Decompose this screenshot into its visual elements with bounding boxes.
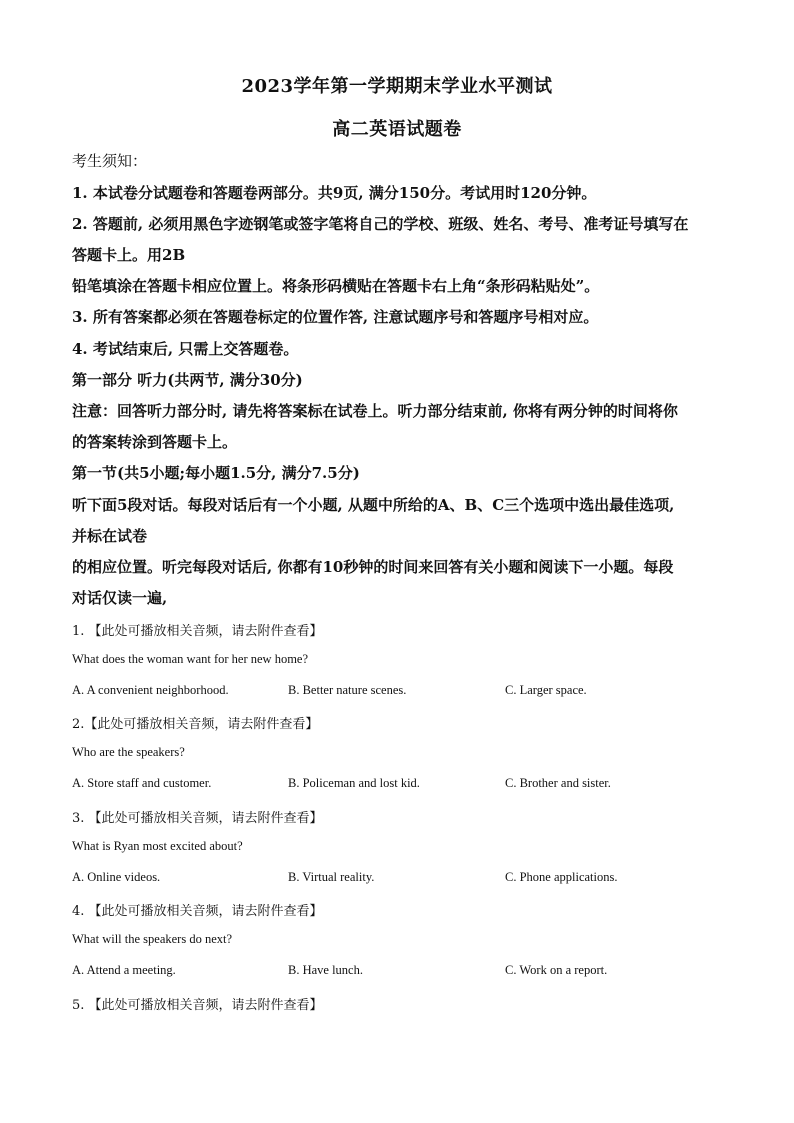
section1-instr-line2: 并标在试卷 xyxy=(72,527,148,545)
q3-option-b: B. Virtual reality. xyxy=(288,870,375,884)
q5-audio-link[interactable]: 5. 【此处可播放相关音频，请去附件查看】 xyxy=(72,998,323,1013)
page-title: 2023学年第一学期期末学业水平测试 xyxy=(241,76,553,97)
section1-instr-line4: 对话仅读一遍, xyxy=(72,589,168,607)
q4-option-b: B. Have lunch. xyxy=(288,963,363,977)
q2-audio-link[interactable]: 2.【此处可播放相关音频，请去附件查看】 xyxy=(72,717,319,732)
q2-question: Who are the speakers? xyxy=(72,745,185,759)
q3-audio-link[interactable]: 3. 【此处可播放相关音频，请去附件查看】 xyxy=(72,811,323,826)
section1-instr-line3: 的相应位置。听完每段对话后, 你都有10秒钟的时间来回答有关小题和阅读下一小题。每段 xyxy=(72,558,674,576)
part1-heading: 第一部分 听力(共两节, 满分30分) xyxy=(72,371,303,389)
q1-option-a: A. A convenient neighborhood. xyxy=(72,683,229,697)
q4-option-c: C. Work on a report. xyxy=(505,963,608,977)
q2-option-a: A. Store staff and customer. xyxy=(72,776,212,790)
notice-item-2-cont: 答题卡上。用2B xyxy=(72,246,186,264)
q2-option-b: B. Policeman and lost kid. xyxy=(288,776,420,790)
section1-instr-line1: 听下面5段对话。每段对话后有一个小题, 从题中所给的A、B、C三个选项中选出最佳选项, xyxy=(72,496,675,514)
q3-option-c: C. Phone applications. xyxy=(505,870,618,884)
q1-question: What does the woman want for her new home? xyxy=(72,652,309,666)
part1-note-line1: 注意：回答听力部分时, 请先将答案标在试卷上。听力部分结束前, 你将有两分钟的时间将你 xyxy=(72,402,678,420)
notice-item-2-cont2: 铅笔填涂在答题卡相应位置上。将条形码横贴在答题卡右上角“条形码粘贴处”。 xyxy=(72,277,600,295)
q1-option-b: B. Better nature scenes. xyxy=(288,683,407,697)
notice-heading: 考生须知： xyxy=(72,152,148,170)
notice-item-2: 2. 答题前, 必须用黑色字迹钢笔或签字笔将自己的学校、班级、姓名、考号、准考证号填写在 xyxy=(72,215,689,233)
q3-option-a: A. Online videos. xyxy=(72,870,161,884)
part1-note-line2: 的答案转涂到答题卡上。 xyxy=(72,433,238,451)
notice-item-4: 4. 考试结束后, 只需上交答题卷。 xyxy=(72,340,299,358)
q4-question: What will the speakers do next? xyxy=(72,932,233,946)
q4-option-a: A. Attend a meeting. xyxy=(72,963,176,977)
section1-heading: 第一节(共5小题;每小题1.5分, 满分7.5分) xyxy=(72,464,360,482)
page-subtitle: 高二英语试题卷 xyxy=(332,119,462,140)
q2-option-c: C. Brother and sister. xyxy=(505,776,611,790)
q3-question: What is Ryan most excited about? xyxy=(72,839,243,853)
q1-option-c: C. Larger space. xyxy=(505,683,587,697)
notice-item-3: 3. 所有答案都必须在答题卷标定的位置作答, 注意试题序号和答题序号相对应。 xyxy=(72,308,599,326)
notice-item-1: 1. 本试卷分试题卷和答题卷两部分。共9页, 满分150分。考试用时120分钟。 xyxy=(72,184,597,202)
q4-audio-link[interactable]: 4. 【此处可播放相关音频，请去附件查看】 xyxy=(72,904,323,919)
q1-audio-link[interactable]: 1. 【此处可播放相关音频，请去附件查看】 xyxy=(72,624,323,639)
